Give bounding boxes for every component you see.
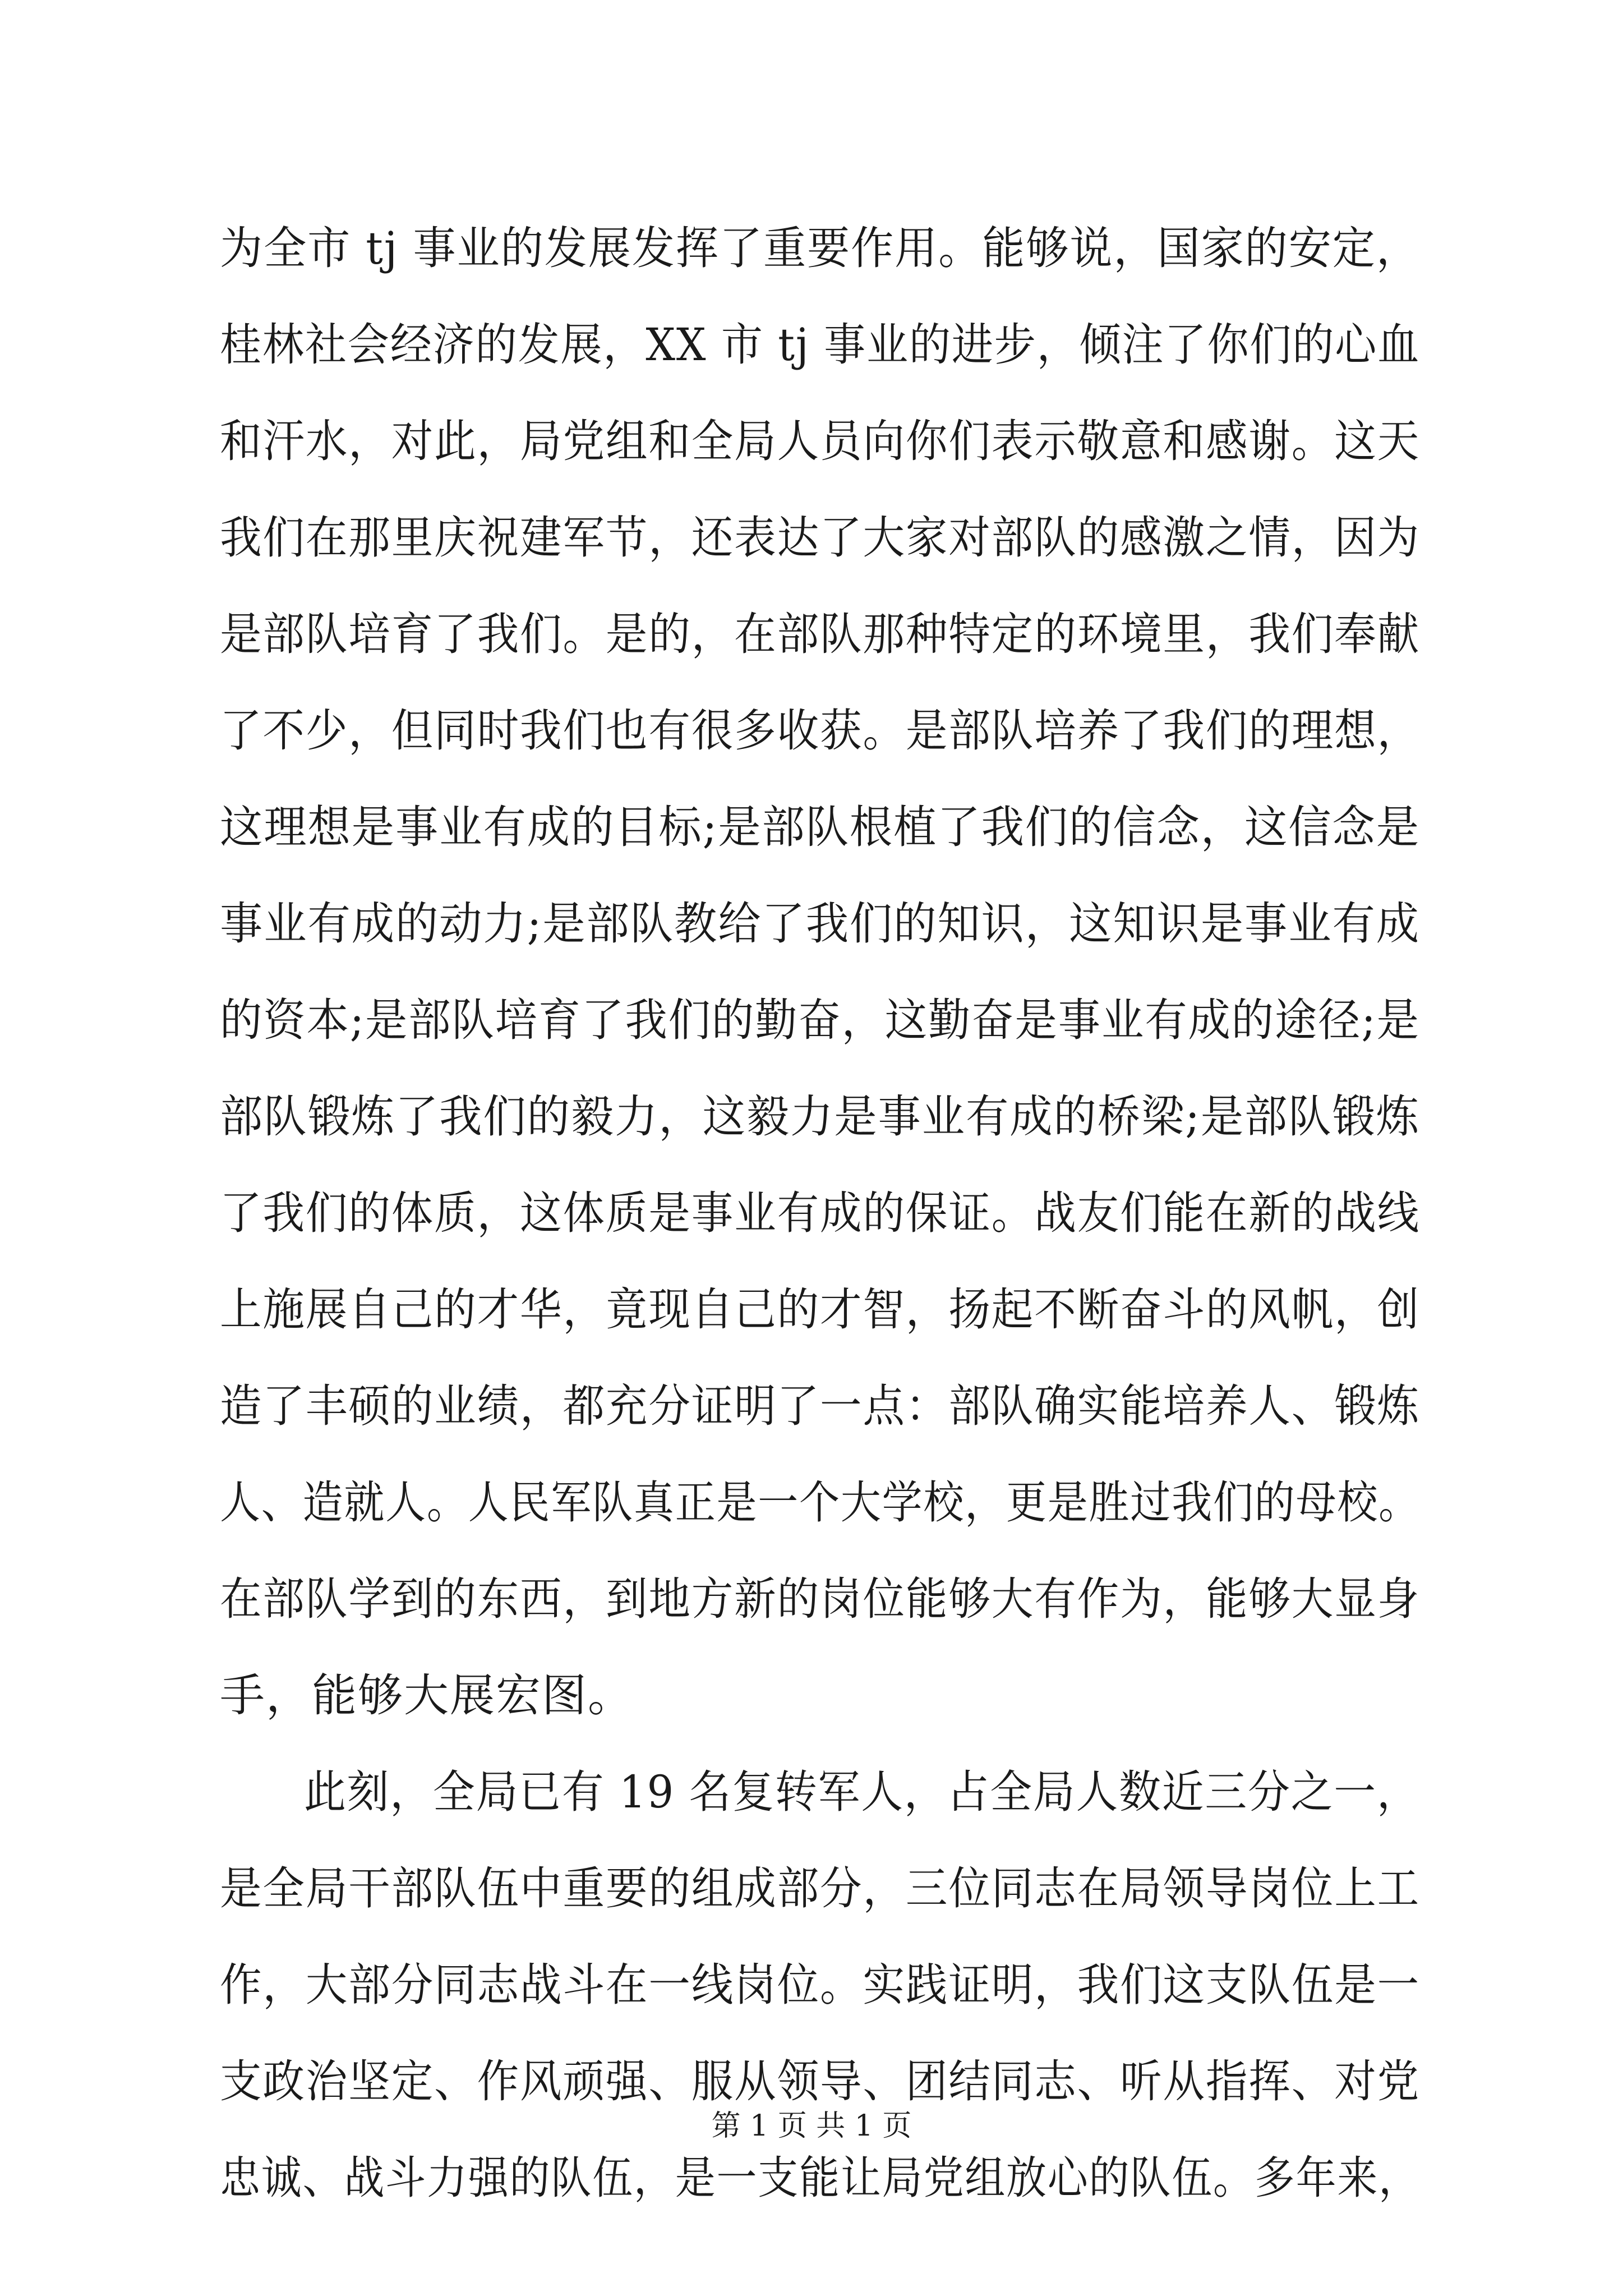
paragraph-1-line-8: 事业有成的动力;是部队教给了我们的知识，这知识是事业有成: [220, 898, 1421, 950]
paragraph-1-line-7: 这理想是事业有成的目标;是部队根植了我们的信念，这信念是: [220, 801, 1421, 853]
paragraph-1-line-4: 我们在那里庆祝建军节，还表达了大家对部队的感激之情，因为: [220, 512, 1421, 564]
paragraph-1-line-13: 造了丰硕的业绩，都充分证明了一点：部队确实能培养人、锻炼: [220, 1380, 1421, 1432]
paragraph-2-line-1: 此刻，全局已有 19 名复转军人，占全局人数近三分之一，: [304, 1766, 1420, 1818]
paragraph-1-line-6: 了不少，但同时我们也有很多收获。是部队培养了我们的理想，: [220, 705, 1421, 757]
paragraph-1-line-12: 上施展自己的才华，竟现自己的才智，扬起不断奋斗的风帆，创: [220, 1283, 1421, 1336]
paragraph-1-line-2: 桂林社会经济的发展，XX 市 tj 事业的进步，倾注了你们的心血: [220, 319, 1421, 371]
paragraph-1-line-5: 是部队培育了我们。是的，在部队那种特定的环境里，我们奉献: [220, 608, 1421, 660]
paragraph-1-line-14: 人、造就人。人民军队真正是一个大学校，更是胜过我们的母校。: [220, 1476, 1420, 1529]
paragraph-2-line-5: 忠诚、战斗力强的队伍，是一支能让局党组放心的队伍。多年来，: [220, 2152, 1420, 2204]
paragraph-1-line-1: 为全市 tj 事业的发展发挥了重要作用。能够说，国家的安定，: [220, 222, 1420, 274]
paragraph-1-line-3: 和汗水，对此，局党组和全局人员向你们表示敬意和感谢。这天: [220, 415, 1421, 467]
paragraph-1-line-9: 的资本;是部队培育了我们的勤奋，这勤奋是事业有成的途径;是: [220, 994, 1420, 1046]
paragraph-1-line-11: 了我们的体质，这体质是事业有成的保证。战友们能在新的战线: [220, 1187, 1421, 1239]
paragraph-2-line-3: 作，大部分同志战斗在一线岗位。实践证明，我们这支队伍是一: [220, 1959, 1421, 2011]
paragraph-1-line-15: 在部队学到的东西，到地方新的岗位能够大有作为，能够大显身: [220, 1573, 1421, 1625]
paragraph-2-line-4: 支政治坚定、作风顽强、服从领导、团结同志、听从指挥、对党: [220, 2055, 1421, 2108]
page-number-footer: 第 1 页 共 1 页: [711, 2109, 912, 2143]
paragraph-1-line-10: 部队锻炼了我们的毅力，这毅力是事业有成的桥梁;是部队锻炼: [220, 1091, 1421, 1143]
paragraph-2-line-2: 是全局干部队伍中重要的组成部分，三位同志在局领导岗位上工: [220, 1862, 1421, 1915]
paragraph-1-line-16: 手，能够大展宏图。: [220, 1669, 634, 1722]
